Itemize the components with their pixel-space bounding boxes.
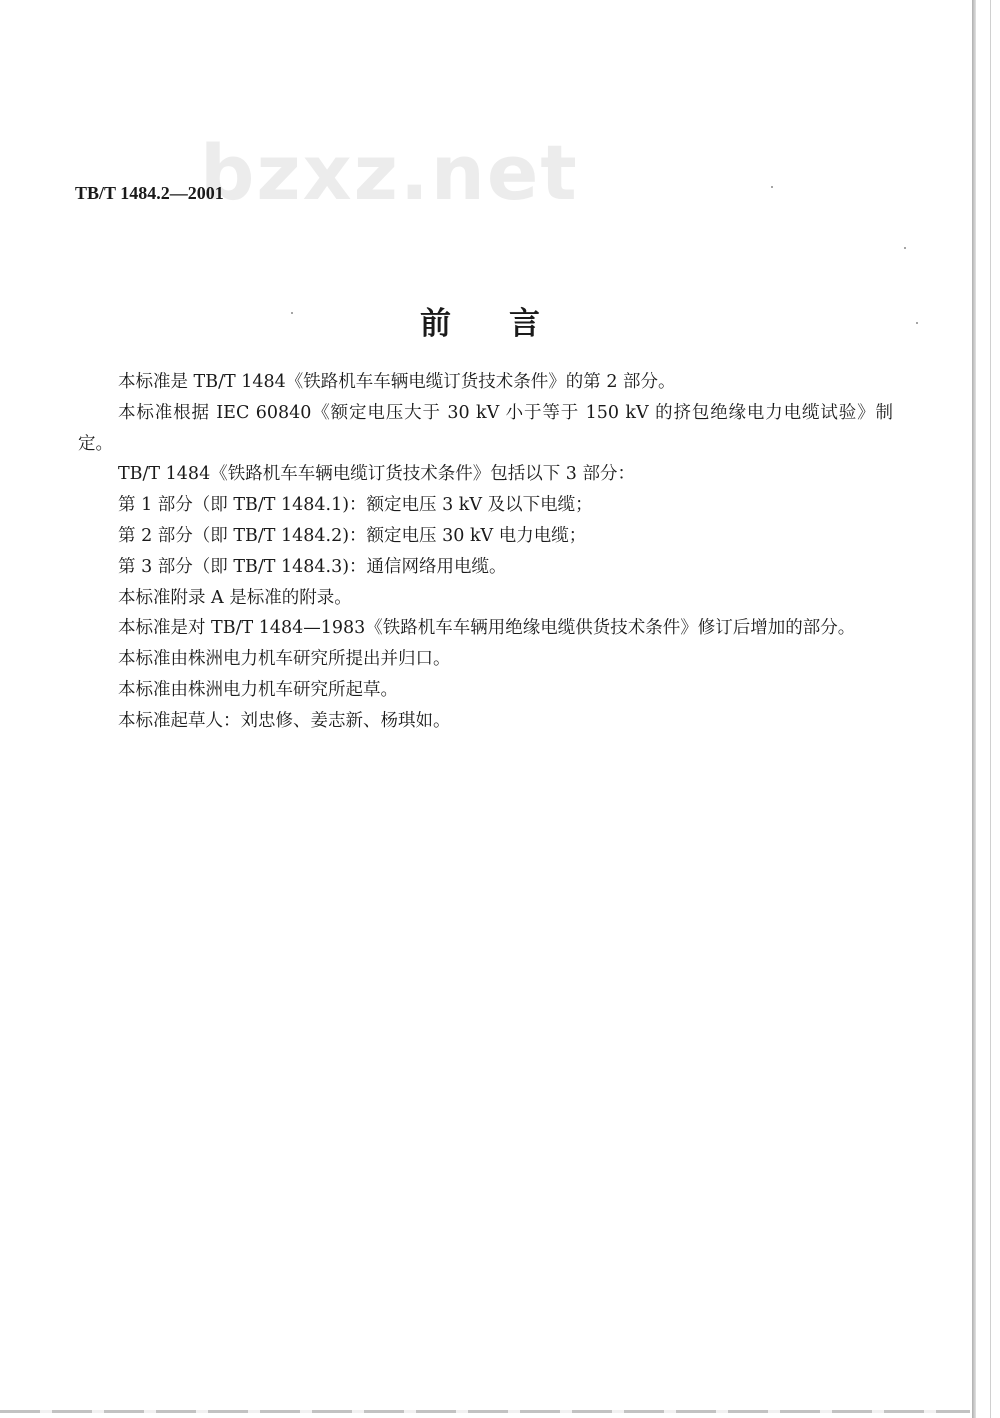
watermark-text: bzxz.net bbox=[200, 128, 579, 217]
scan-speck bbox=[291, 312, 293, 314]
scan-speck bbox=[771, 186, 773, 188]
foreword-body bbox=[78, 367, 893, 737]
scan-bottom-edge bbox=[0, 1410, 970, 1413]
paragraph-parts-intro: TB/T 1484《铁路机车车辆电缆订货技术条件》包括以下 3 部分： bbox=[118, 464, 635, 485]
standard-code: TB/T 1484.2—2001 bbox=[75, 183, 224, 203]
scan-speck bbox=[916, 322, 918, 324]
scan-right-edge bbox=[972, 0, 976, 1418]
paragraph-basis: 本标准根据 IEC 60840《额定电压大于 30 kV 小于等于 150 kV 的挤包绝缘电力电缆试验》制定。 bbox=[78, 402, 893, 454]
paragraph-proposer: 本标准由株洲电力机车研究所提出并归口。 bbox=[118, 649, 451, 670]
paragraph-drafters: 本标准起草人：刘忠修、姜志新、杨琪如。 bbox=[118, 710, 451, 731]
scan-speck bbox=[904, 247, 906, 249]
paragraph-revision: 本标准是对 TB/T 1484—1983《铁路机车车辆用绝缘电缆供货技术条件》修订后增加的部分。 bbox=[118, 618, 856, 639]
paragraph-drafting-unit: 本标准由株洲电力机车研究所起草。 bbox=[118, 679, 398, 700]
paragraph-part-statement: 本标准是 TB/T 1484《铁路机车车辆电缆订货技术条件》的第 2 部分。 bbox=[118, 372, 676, 392]
paragraph-part-1: 第 1 部分（即 TB/T 1484.1)：额定电压 3 kV 及以下电缆； bbox=[118, 495, 593, 516]
paragraph-part-3: 第 3 部分（即 TB/T 1484.3)：通信网络用电缆。 bbox=[118, 556, 507, 577]
paragraph-part-2: 第 2 部分（即 TB/T 1484.2)：额定电压 30 kV 电力电缆； bbox=[118, 525, 587, 546]
scan-right-edge-line bbox=[990, 0, 991, 1418]
page-title: 前言 bbox=[420, 306, 598, 342]
paragraph-appendix: 本标准附录 A 是标准的附录。 bbox=[118, 587, 352, 608]
